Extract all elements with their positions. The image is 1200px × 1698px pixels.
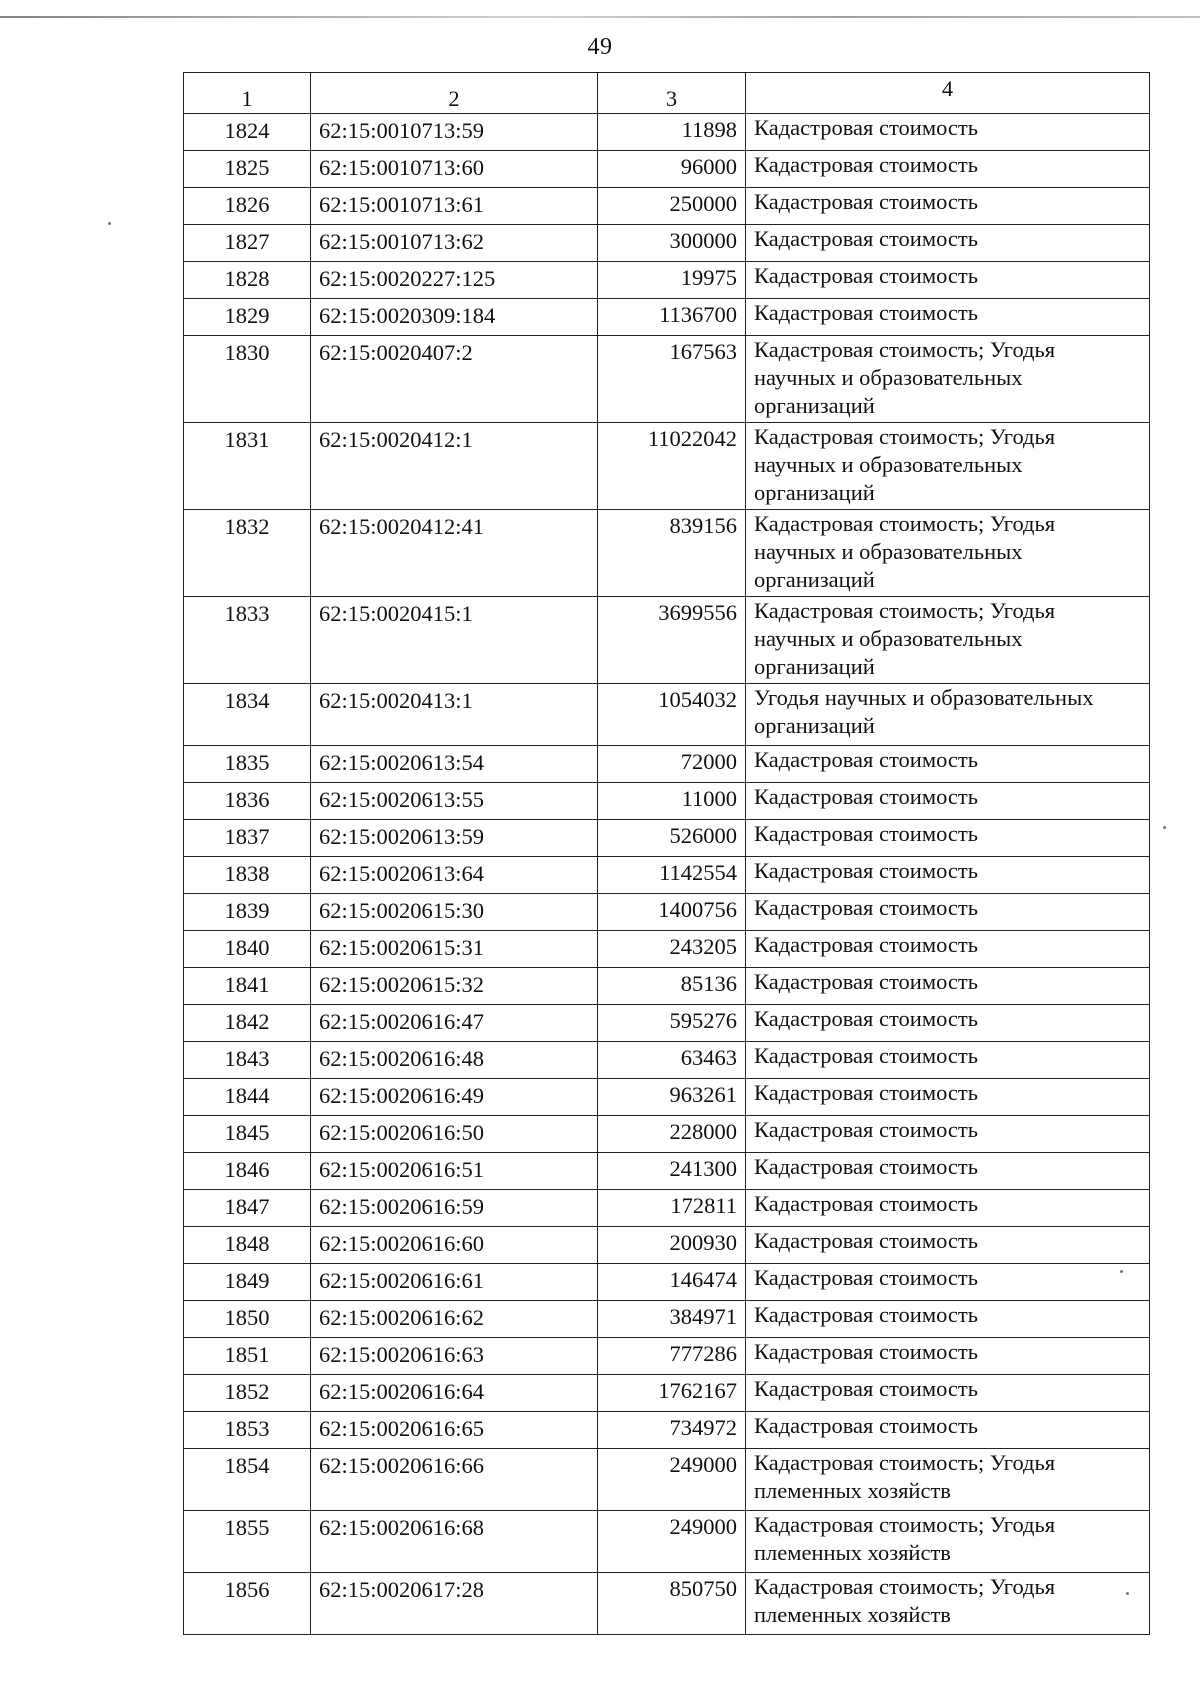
description-cell: Кадастровая стоимость: [746, 1190, 1150, 1227]
value-cell: 172811: [598, 1190, 746, 1227]
description-cell: Кадастровая стоимость: [746, 894, 1150, 931]
value-cell: 777286: [598, 1338, 746, 1375]
table-row: [184, 225, 1150, 262]
row-number-cell: 1841: [184, 968, 311, 1005]
description-cell: Кадастровая стоимость: [746, 1079, 1150, 1116]
row-number-cell: 1847: [184, 1190, 311, 1227]
value-cell: 146474: [598, 1264, 746, 1301]
cadastral-number-cell: 62:15:0020616:62: [311, 1301, 598, 1338]
value-cell: 1136700: [598, 299, 746, 336]
cadastral-number-cell: 62:15:0020309:184: [311, 299, 598, 336]
value-cell: 384971: [598, 1301, 746, 1338]
page-number: 49: [587, 34, 613, 60]
row-number-cell: 1842: [184, 1005, 311, 1042]
value-cell: 1142554: [598, 857, 746, 894]
cadastral-number-cell: 62:15:0020227:125: [311, 262, 598, 299]
cadastral-number-cell: 62:15:0020615:32: [311, 968, 598, 1005]
row-number-cell: 1855: [184, 1511, 311, 1573]
description-cell: Кадастровая стоимость: [746, 931, 1150, 968]
table-row: [184, 820, 1150, 857]
row-number-cell: 1848: [184, 1227, 311, 1264]
row-number-cell: 1836: [184, 783, 311, 820]
value-cell: 11022042: [598, 423, 746, 510]
cadastral-number-cell: 62:15:0020613:64: [311, 857, 598, 894]
cadastral-number-cell: 62:15:0020617:28: [311, 1573, 598, 1635]
cadastral-number-cell: 62:15:0020415:1: [311, 597, 598, 684]
table-row: [184, 151, 1150, 188]
column-header: 2: [311, 73, 598, 114]
scan-edge-line: [0, 16, 1200, 18]
description-cell: Кадастровая стоимость; Угодья племенных хозяйств: [746, 1573, 1150, 1635]
description-cell: Кадастровая стоимость; Угодья научных и образовательных организаций: [746, 423, 1150, 510]
row-number-cell: 1829: [184, 299, 311, 336]
cadastral-number-cell: 62:15:0020615:31: [311, 931, 598, 968]
value-cell: 595276: [598, 1005, 746, 1042]
value-cell: 85136: [598, 968, 746, 1005]
row-number-cell: 1843: [184, 1042, 311, 1079]
table-row: [184, 1375, 1150, 1412]
table-row: [184, 857, 1150, 894]
cadastral-number-cell: 62:15:0020616:60: [311, 1227, 598, 1264]
row-number-cell: 1854: [184, 1449, 311, 1511]
cadastral-number-cell: 62:15:0020615:30: [311, 894, 598, 931]
cadastral-number-cell: 62:15:0020613:55: [311, 783, 598, 820]
table-row: [184, 1264, 1150, 1301]
description-cell: Кадастровая стоимость; Угодья научных и образовательных организаций: [746, 597, 1150, 684]
cadastral-number-cell: 62:15:0020413:1: [311, 684, 598, 746]
row-number-cell: 1838: [184, 857, 311, 894]
value-cell: 249000: [598, 1449, 746, 1511]
description-cell: Кадастровая стоимость: [746, 746, 1150, 783]
description-cell: Кадастровая стоимость: [746, 1153, 1150, 1190]
description-cell: Кадастровая стоимость: [746, 857, 1150, 894]
row-number-cell: 1833: [184, 597, 311, 684]
table-row: [184, 1412, 1150, 1449]
description-cell: Кадастровая стоимость; Угодья племенных хозяйств: [746, 1449, 1150, 1511]
table-row: [184, 1301, 1150, 1338]
description-cell: Кадастровая стоимость: [746, 114, 1150, 151]
table-row: [184, 1116, 1150, 1153]
description-cell: Кадастровая стоимость; Угодья научных и образовательных организаций: [746, 336, 1150, 423]
value-cell: 200930: [598, 1227, 746, 1264]
cadastral-number-cell: 62:15:0010713:62: [311, 225, 598, 262]
row-number-cell: 1827: [184, 225, 311, 262]
value-cell: 1762167: [598, 1375, 746, 1412]
description-cell: Кадастровая стоимость: [746, 820, 1150, 857]
row-number-cell: 1825: [184, 151, 311, 188]
description-cell: Кадастровая стоимость: [746, 299, 1150, 336]
row-number-cell: 1839: [184, 894, 311, 931]
value-cell: 19975: [598, 262, 746, 299]
column-header: 4: [746, 73, 1150, 114]
value-cell: 526000: [598, 820, 746, 857]
row-number-cell: 1837: [184, 820, 311, 857]
cadastral-number-cell: 62:15:0020616:66: [311, 1449, 598, 1511]
table-row: [184, 894, 1150, 931]
table-row: [184, 746, 1150, 783]
table-row: [184, 262, 1150, 299]
row-number-cell: 1853: [184, 1412, 311, 1449]
cadastral-number-cell: 62:15:0020616:47: [311, 1005, 598, 1042]
description-cell: Кадастровая стоимость; Угодья научных и образовательных организаций: [746, 510, 1150, 597]
table-row: [184, 1190, 1150, 1227]
value-cell: 167563: [598, 336, 746, 423]
description-cell: Угодья научных и образовательных организаций: [746, 684, 1150, 746]
table-row: [184, 188, 1150, 225]
cadastral-number-cell: 62:15:0020613:59: [311, 820, 598, 857]
row-number-cell: 1851: [184, 1338, 311, 1375]
description-cell: Кадастровая стоимость: [746, 225, 1150, 262]
row-number-cell: 1840: [184, 931, 311, 968]
row-number-cell: 1844: [184, 1079, 311, 1116]
row-number-cell: 1834: [184, 684, 311, 746]
row-number-cell: 1850: [184, 1301, 311, 1338]
description-cell: Кадастровая стоимость: [746, 188, 1150, 225]
row-number-cell: 1845: [184, 1116, 311, 1153]
value-cell: 96000: [598, 151, 746, 188]
table-row: [184, 423, 1150, 510]
header-row: [184, 73, 1150, 114]
cadastral-number-cell: 62:15:0020616:51: [311, 1153, 598, 1190]
description-cell: Кадастровая стоимость: [746, 1116, 1150, 1153]
value-cell: 839156: [598, 510, 746, 597]
table-row: [184, 1511, 1150, 1573]
value-cell: 228000: [598, 1116, 746, 1153]
row-number-cell: 1826: [184, 188, 311, 225]
row-number-cell: 1831: [184, 423, 311, 510]
value-cell: 72000: [598, 746, 746, 783]
description-cell: Кадастровая стоимость: [746, 151, 1150, 188]
value-cell: 850750: [598, 1573, 746, 1635]
row-number-cell: 1852: [184, 1375, 311, 1412]
description-cell: Кадастровая стоимость: [746, 1227, 1150, 1264]
row-number-cell: 1830: [184, 336, 311, 423]
cadastral-number-cell: 62:15:0020407:2: [311, 336, 598, 423]
value-cell: 963261: [598, 1079, 746, 1116]
cadastral-number-cell: 62:15:0010713:60: [311, 151, 598, 188]
row-number-cell: 1824: [184, 114, 311, 151]
cadastral-number-cell: 62:15:0020616:61: [311, 1264, 598, 1301]
table-row: [184, 1338, 1150, 1375]
value-cell: 250000: [598, 188, 746, 225]
cadastral-number-cell: 62:15:0010713:61: [311, 188, 598, 225]
scan-speck: [108, 222, 111, 225]
description-cell: Кадастровая стоимость: [746, 1005, 1150, 1042]
description-cell: Кадастровая стоимость: [746, 783, 1150, 820]
scan-speck: [1163, 826, 1166, 829]
table-row: [184, 597, 1150, 684]
cadastral-number-cell: 62:15:0020616:59: [311, 1190, 598, 1227]
cadastral-number-cell: 62:15:0020616:64: [311, 1375, 598, 1412]
value-cell: 1400756: [598, 894, 746, 931]
value-cell: 3699556: [598, 597, 746, 684]
description-cell: Кадастровая стоимость: [746, 1338, 1150, 1375]
scan-speck: [1126, 1592, 1129, 1595]
cadastral-number-cell: 62:15:0020412:1: [311, 423, 598, 510]
table-body: [184, 114, 1150, 1635]
description-cell: Кадастровая стоимость: [746, 1301, 1150, 1338]
value-cell: 63463: [598, 1042, 746, 1079]
table-row: [184, 1449, 1150, 1511]
table-row: [184, 114, 1150, 151]
description-cell: Кадастровая стоимость: [746, 968, 1150, 1005]
cadastral-number-cell: 62:15:0020412:41: [311, 510, 598, 597]
value-cell: 1054032: [598, 684, 746, 746]
value-cell: 11000: [598, 783, 746, 820]
cadastral-number-cell: 62:15:0020616:48: [311, 1042, 598, 1079]
table-row: [184, 336, 1150, 423]
cadastral-number-cell: 62:15:0020616:65: [311, 1412, 598, 1449]
value-cell: 734972: [598, 1412, 746, 1449]
land-registry-table: [183, 72, 1150, 1635]
table-row: [184, 510, 1150, 597]
row-number-cell: 1832: [184, 510, 311, 597]
cadastral-number-cell: 62:15:0020616:50: [311, 1116, 598, 1153]
row-number-cell: 1856: [184, 1573, 311, 1635]
value-cell: 249000: [598, 1511, 746, 1573]
row-number-cell: 1828: [184, 262, 311, 299]
table-row: [184, 968, 1150, 1005]
value-cell: 241300: [598, 1153, 746, 1190]
row-number-cell: 1846: [184, 1153, 311, 1190]
row-number-cell: 1835: [184, 746, 311, 783]
cadastral-number-cell: 62:15:0020616:49: [311, 1079, 598, 1116]
value-cell: 243205: [598, 931, 746, 968]
table-row: [184, 299, 1150, 336]
value-cell: 11898: [598, 114, 746, 151]
scan-speck: [1120, 1270, 1123, 1273]
description-cell: Кадастровая стоимость: [746, 1264, 1150, 1301]
column-header: 3: [598, 73, 746, 114]
description-cell: Кадастровая стоимость: [746, 262, 1150, 299]
table-row: [184, 1227, 1150, 1264]
table-row: [184, 931, 1150, 968]
cadastral-number-cell: 62:15:0020616:68: [311, 1511, 598, 1573]
table-row: [184, 684, 1150, 746]
column-header: 1: [184, 73, 311, 114]
table-row: [184, 1079, 1150, 1116]
table-row: [184, 1153, 1150, 1190]
value-cell: 300000: [598, 225, 746, 262]
description-cell: Кадастровая стоимость: [746, 1042, 1150, 1079]
table-row: [184, 1005, 1150, 1042]
cadastral-number-cell: 62:15:0020613:54: [311, 746, 598, 783]
table-row: [184, 783, 1150, 820]
table-row: [184, 1573, 1150, 1635]
description-cell: Кадастровая стоимость: [746, 1412, 1150, 1449]
description-cell: Кадастровая стоимость: [746, 1375, 1150, 1412]
cadastral-number-cell: 62:15:0020616:63: [311, 1338, 598, 1375]
cadastral-number-cell: 62:15:0010713:59: [311, 114, 598, 151]
row-number-cell: 1849: [184, 1264, 311, 1301]
table-row: [184, 1042, 1150, 1079]
description-cell: Кадастровая стоимость; Угодья племенных хозяйств: [746, 1511, 1150, 1573]
